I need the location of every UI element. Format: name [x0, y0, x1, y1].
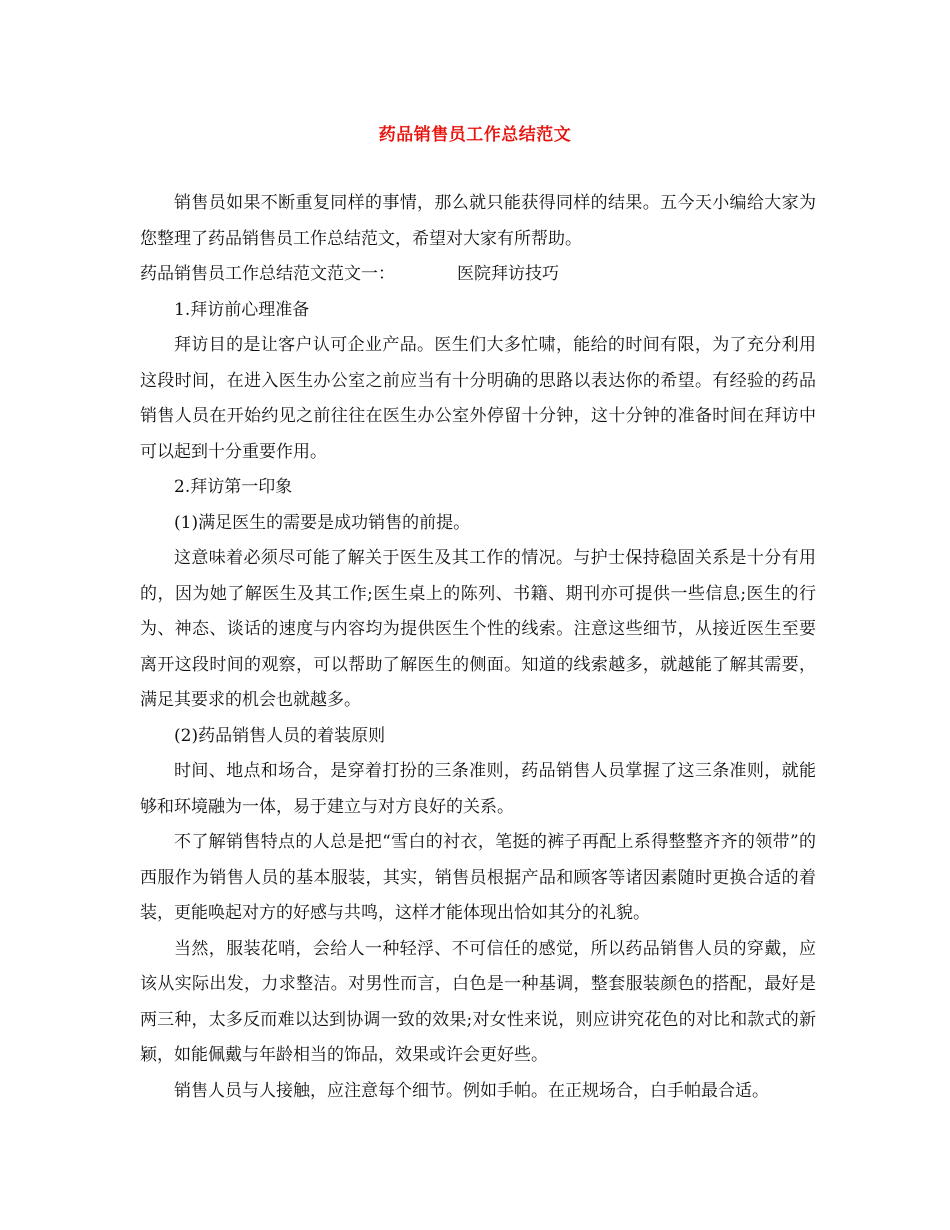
paragraph-preparation: 拜访目的是让客户认可企业产品。医生们大多忙啸，能给的时间有限，为了充分利用这段时间，在进入医生办公室之前应当有十分明确的思路以表达你的希望。有经验的药品销售人员在开始约见之前往往在医生办公室外停留十分钟，这十分钟的准备时间在拜访中可以起到十分重要作用。 [140, 335, 816, 462]
section-heading-label: 药品销售员工作总结范文范文一： [140, 264, 395, 284]
subheading-2-1: (1)满足医生的需要是成功销售的前提。 [174, 512, 471, 533]
paragraph-dress-misconception: 不了解销售特点的人总是把“雪白的衬衣，笔挺的裤子再配上系得整整齐齐的领带”的西服作为销售人员的基本服装，其实，销售员根据产品和顾客等诸因素随时更换合适的着装，更能唤起对方的好感与共鸣，这样才能体现出恰如其分的礼貌。 [140, 832, 816, 923]
section-heading [140, 257, 816, 293]
document-body [140, 186, 816, 1109]
paragraph-intro: 销售员如果不断重复同样的事情，那么就只能获得同样的结果。五今天小编给大家为您整理了药品销售员工作总结范文，希望对大家有所帮助。 [140, 193, 816, 249]
paragraph-dress-details: 当然，服装花哨，会给人一种轻浮、不可信任的感觉，所以药品销售人员的穿戴，应该从实际出发，力求整洁。对男性而言，白色是一种基调，整套服装颜色的搭配，最好是两三种，太多反而难以达到协调一致的效果;对女性来说，则应讲究花色的对比和款式的新颖，如能佩戴与年龄相当的饰品，效果或许会更好些。 [140, 938, 816, 1065]
subheading-2-2: (2)药品销售人员的着装原则 [174, 725, 386, 746]
subheading-2: 2.拜访第一印象 [174, 477, 293, 497]
paragraph-handkerchief: 销售人员与人接触，应注意每个细节。例如手帕。在正规场合，白手帕最合适。 [174, 1080, 769, 1101]
document-title: 药品销售员工作总结范文 [378, 125, 572, 145]
subheading-1: 1.拜访前心理准备 [174, 299, 310, 320]
paragraph-doctor-needs: 这意味着必须尽可能了解关于医生及其工作的情况。与护士保持稳固关系是十分有用的，因为她了解医生及其工作;医生桌上的陈列、书籍、期刊亦可提供一些信息;医生的行为、神态、谈话的速度与内容均为提供医生个性的线索。注意这些细节，从接近医生至要离开这段时间的观察，可以帮助了解医生的侧面。知道的线索越多，就越能了解其需要，满足其要求的机会也就越多。 [140, 548, 816, 710]
paragraph-dress-rules: 时间、地点和场合，是穿着打扮的三条准则，药品销售人员掌握了这三条准则，就能够和环境融为一体，易于建立与对方良好的关系。 [140, 761, 816, 817]
section-heading-topic: 医院拜访技巧 [457, 264, 559, 284]
